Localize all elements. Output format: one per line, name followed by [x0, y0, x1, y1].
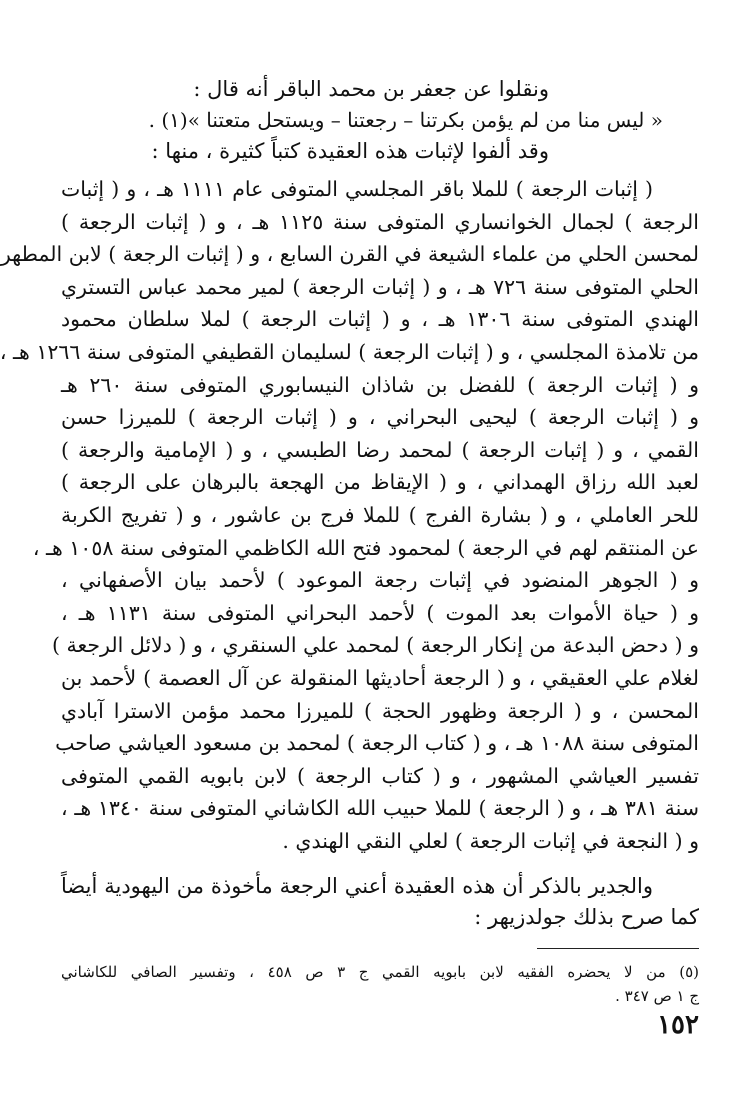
body-line: الرجعة ) لجمال الخوانساري المتوفى سنة ١١٢٥ هـ ، و ( إثبات الرجعة ) [61, 209, 700, 234]
body-line: المحسن ، و ( الرجعة وظهور الحجة ) للميرزا محمد مؤمن الاسترا آبادي [61, 698, 699, 723]
body-line: و ( دحض البدعة من إنكار الرجعة ) لمحمد علي السنقري ، و ( دلائل الرجعة ) [51, 633, 699, 658]
body-line: و ( الجوهر المنضود في إثبات رجعة الموعود ) لأحمد بيان الأصفهاني ، [61, 568, 699, 593]
footnote-line: ج ١ ص ٣٤٧ . [615, 987, 699, 1005]
body-line: الحلي المتوفى سنة ٧٢٦ هـ ، و ( إثبات الرجعة ) لمير محمد عباس التستري [61, 274, 700, 299]
intro-quote: « ليس منا من لم يؤمن بكرتنا – رجعتنا – ويستحل متعتنا »(١) . [148, 108, 663, 132]
intro-line-1: ونقلوا عن جعفر بن محمد الباقر أنه قال : [193, 77, 549, 101]
intro-line-3: وقد ألفوا لإثبات هذه العقيدة كتباً كثيرة ، منها : [151, 139, 549, 163]
body-line: ( إثبات الرجعة ) للملا باقر المجلسي المتوفى عام ١١١١ هـ ، و ( إثبات [61, 177, 654, 201]
footnote-divider [537, 948, 699, 949]
closing-paragraph [61, 871, 699, 933]
body-line: للحر العاملي ، و ( بشارة الفرج ) للملا فرج بن عاشور ، و ( تفريج الكربة [61, 502, 699, 527]
closing-line: والجدير بالذكر أن هذه العقيدة أعني الرجعة مأخوذة من اليهودية أيضاً [61, 874, 653, 899]
footnote [61, 960, 699, 1008]
body-line: و ( إثبات الرجعة ) للفضل بن شاذان النيسابوري المتوفى سنة ٢٦٠ هـ [61, 372, 699, 397]
body-line: لغلام علي العقيقي ، و ( الرجعة أحاديثها المنقولة عن آل العصمة ) لأحمد بن [61, 665, 699, 690]
body-line: عن المنتقم لهم في الرجعة ) لمحمود فتح الله الكاظمي المتوفى سنة ١٠٥٨ هـ ، [32, 535, 699, 560]
body-line: لمحسن الحلي من علماء الشيعة في القرن السابع ، و ( إثبات الرجعة ) لابن المطهر [0, 242, 699, 267]
body-line: الهندي المتوفى سنة ١٣٠٦ هـ ، و ( إثبات الرجعة ) لملا سلطان محمود [61, 307, 700, 332]
body-line: القمي ، و ( إثبات الرجعة ) لمحمد رضا الطبسي ، و ( الإمامية والرجعة ) [61, 437, 699, 462]
footnote-line: (٥) من لا يحضره الفقيه لابن بابويه القمي ج ٣ ص ٤٥٨ ، وتفسير الصافي للكاشاني [61, 963, 699, 981]
body-line: و ( حياة الأموات بعد الموت ) لأحمد البحراني المتوفى سنة ١١٣١ هـ ، [61, 600, 699, 625]
closing-line-last: كما صرح بذلك جولدزيهر : [474, 905, 699, 930]
body-line: تفسير العياشي المشهور ، و ( كتاب الرجعة ) لابن بابويه القمي المتوفى [61, 763, 699, 788]
body-line-last: و ( النجعة في إثبات الرجعة ) لعلي النقي الهندي . [282, 828, 699, 853]
body-line: و ( إثبات الرجعة ) ليحيى البحراني ، و ( إثبات الرجعة ) للميرزا حسن [61, 405, 699, 430]
book-list-paragraph [0, 173, 700, 857]
body-line: لعبد الله رزاق الهمداني ، و ( الإيقاظ من الهجعة بالبرهان على الرجعة ) [61, 470, 699, 495]
body-line: سنة ٣٨١ هـ ، و ( الرجعة ) للملا حبيب الله الكاشاني المتوفى سنة ١٣٤٠ هـ ، [61, 796, 700, 821]
page-number: ١٥٢ [657, 1010, 699, 1040]
page-body [0, 74, 700, 933]
body-line: من تلامذة المجلسي ، و ( إثبات الرجعة ) لسليمان القطيفي المتوفى سنة ١٢٦٦ هـ ، [0, 339, 699, 364]
body-line: المتوفى سنة ١٠٨٨ هـ ، و ( كتاب الرجعة ) لمحمد بن مسعود العياشي صاحب [55, 731, 699, 756]
